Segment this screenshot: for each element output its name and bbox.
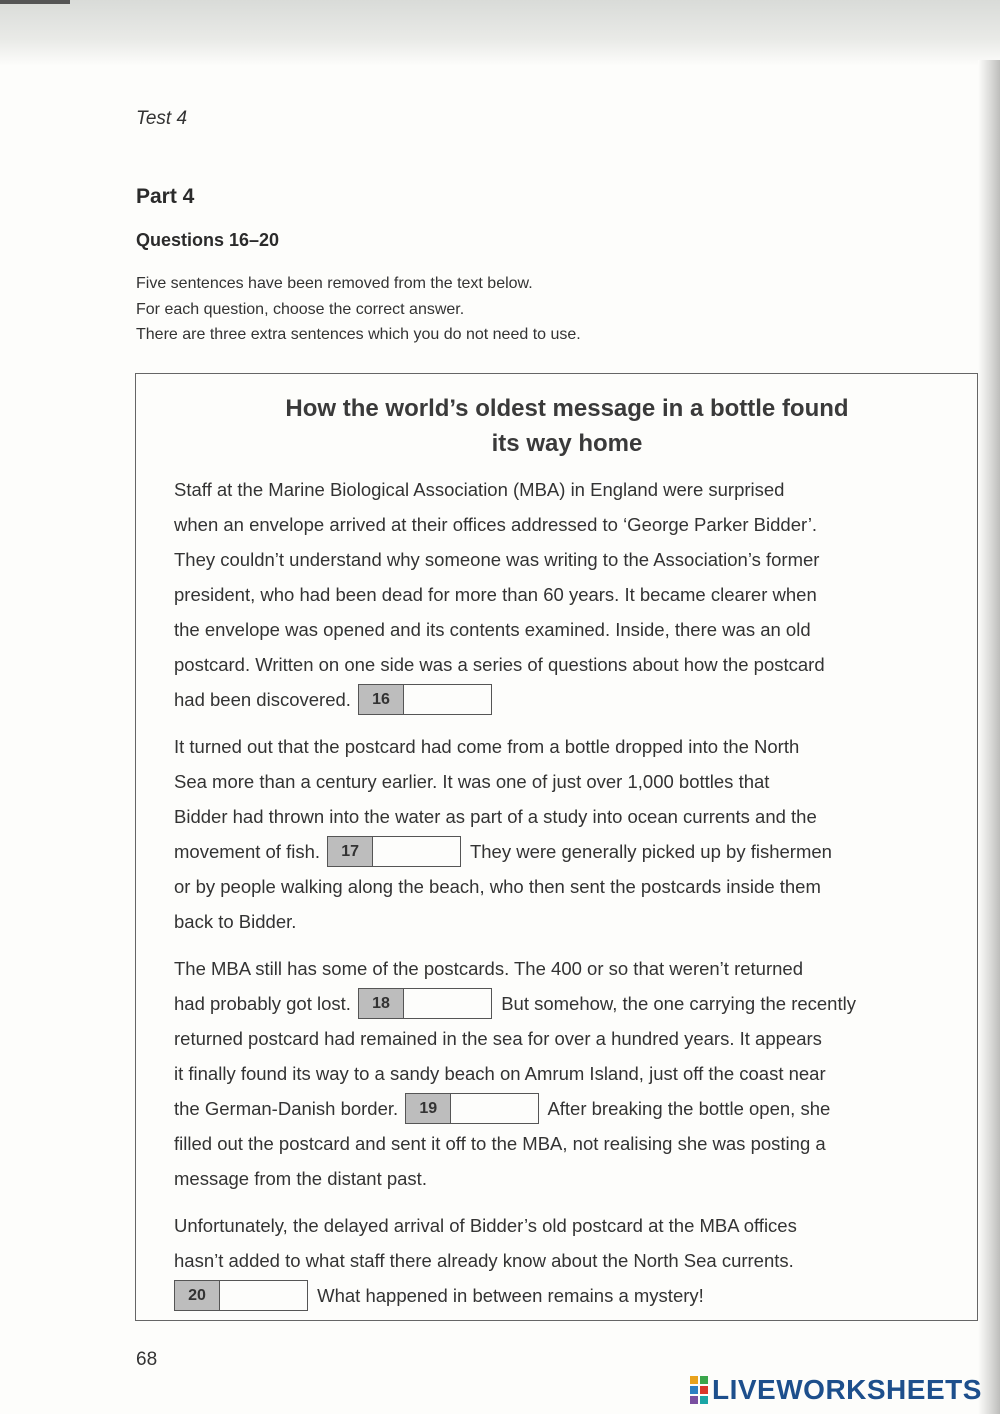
text-line: or by people walking along the beach, who then sent the postcards inside them [174,876,821,897]
text-line: The MBA still has some of the postcards. The 400 or so that weren’t returned [174,958,803,979]
text-line: the envelope was opened and its contents examined. Inside, there was an old [174,619,811,640]
article-title [136,391,998,461]
scan-shadow-top [0,0,1000,66]
instruction-line: Five sentences have been removed from the text below. [136,275,533,292]
text-line: filled out the postcard and sent it off to the MBA, not realising she was posting a [174,1133,826,1154]
gap-number: 18 [359,989,404,1018]
text-line [174,986,964,1021]
text-segment: the German-Danish border. [174,1098,399,1119]
text-segment: They were generally picked up by fishermen [469,841,832,862]
gap-18[interactable] [358,988,492,1019]
paragraph-1 [174,472,964,717]
text-line: They couldn’t understand why someone was writing to the Association’s former [174,549,820,570]
part-title: Part 4 [136,185,195,208]
text-line: when an envelope arrived at their offices addressed to ‘George Parker Bidder’. [174,514,818,535]
gap-19[interactable] [405,1093,539,1124]
instruction-line: There are three extra sentences which you do not need to use. [136,326,581,343]
gap-number: 17 [328,837,373,866]
text-segment: had probably got lost. [174,993,351,1014]
logo-text: LIVEWORKSHEETS [712,1374,982,1405]
text-line: Staff at the Marine Biological Association (MBA) in England were surprised [174,479,785,500]
text-segment: movement of fish. [174,841,321,862]
text-line [174,1091,964,1126]
gap-16[interactable] [358,684,492,715]
text-line: returned postcard had remained in the sea for over a hundred years. It appears [174,1028,822,1049]
text-line: Sea more than a century earlier. It was one of just over 1,000 bottles that [174,771,770,792]
paragraph-4 [174,1208,964,1313]
article-body [174,472,964,1325]
text-segment: But somehow, the one carrying the recently [501,993,856,1014]
text-segment: What happened in between remains a mystery! [317,1285,704,1306]
text-line: president, who had been dead for more than 60 years. It became clearer when [174,584,817,605]
text-line: It turned out that the postcard had come from a bottle dropped into the North [174,736,800,757]
article-title-line: How the world’s oldest message in a bottle found [285,395,849,422]
text-line: it finally found its way to a sandy beach on Amrum Island, just off the coast near [174,1063,826,1084]
logo-squares-icon [690,1376,708,1404]
gap-number: 16 [359,685,404,714]
paragraph-2 [174,729,964,939]
gap-20[interactable] [174,1280,308,1311]
gap-17[interactable] [327,836,461,867]
text-line: hasn’t added to what staff there already know about the North Sea currents. [174,1250,794,1271]
text-line: back to Bidder. [174,911,297,932]
text-segment: After breaking the bottle open, she [547,1098,831,1119]
text-line [174,682,964,717]
article-box [135,373,978,1321]
instructions [136,271,581,348]
text-line [174,834,964,869]
liveworksheets-logo [690,1374,982,1406]
text-line: Unfortunately, the delayed arrival of Bidder’s old postcard at the MBA offices [174,1215,797,1236]
page-edge-shadow [978,60,1000,1414]
gap-number: 20 [175,1281,220,1310]
gap-number: 19 [406,1094,451,1123]
scan-edge-mark [0,0,70,4]
text-line: Bidder had thrown into the water as part of a study into ocean currents and the [174,806,817,827]
page-number: 68 [136,1349,158,1370]
text-segment: had been discovered. [174,689,351,710]
paragraph-3 [174,951,964,1196]
text-line [174,1278,964,1313]
instruction-line: For each question, choose the correct answer. [136,300,465,318]
text-line: postcard. Written on one side was a series of questions about how the postcard [174,654,825,675]
questions-title: Questions 16–20 [136,230,280,250]
text-line: message from the distant past. [174,1168,427,1189]
running-head: Test 4 [136,108,188,129]
article-title-line: its way home [491,430,643,457]
